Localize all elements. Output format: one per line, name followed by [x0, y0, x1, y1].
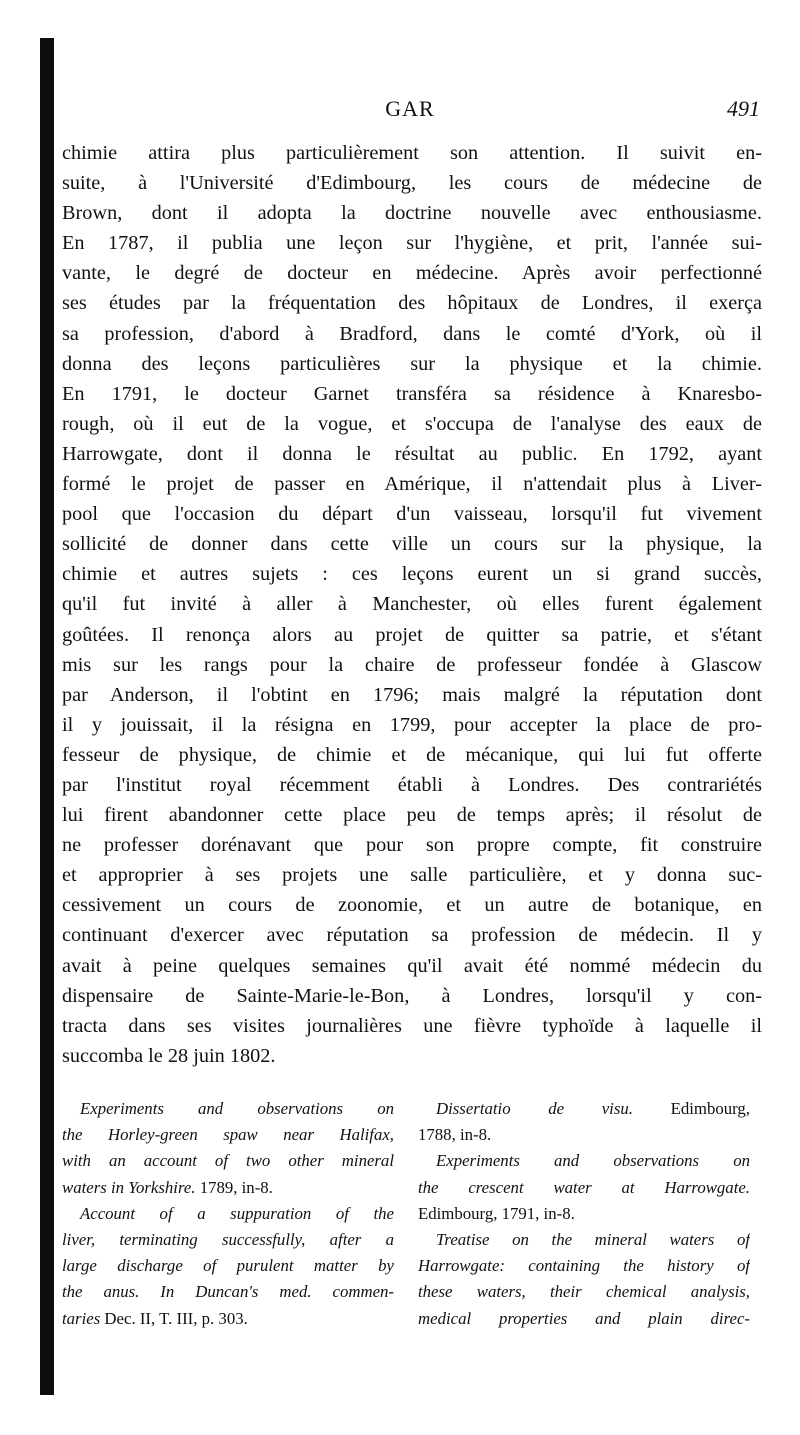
body-text-line: ne professer dorénavant que pour son propre compte, fit construire	[62, 834, 762, 857]
bibliography-title-text: the anus. In Duncan's med. commen-	[62, 1282, 394, 1302]
bibliography-title-text: these waters, their chemical analysis,	[418, 1282, 750, 1302]
bibliography-line	[62, 1227, 394, 1253]
bibliography-title-text: Edimbourg, 1791, in-8.	[418, 1203, 575, 1223]
bibliography-line	[62, 1279, 394, 1305]
bibliography-title-text: the crescent water at Harrowgate.	[418, 1177, 750, 1197]
body-text-line: En 1787, il publia une leçon sur l'hygiène, et prit, l'année sui-	[62, 232, 762, 255]
body-text-line: sollicité de donner dans cette ville un cours sur la physique, la	[62, 533, 762, 556]
bibliography-imprint-text: Dec. II, T. III, p. 303.	[100, 1308, 248, 1328]
bibliography-imprint-text: 1789, in-8.	[195, 1177, 273, 1197]
bibliography-column-right	[418, 1096, 750, 1332]
bibliography-title-text: with an account of two other mineral	[62, 1151, 394, 1171]
body-text-line: donna des leçons particulières sur la physique et la chimie.	[62, 352, 762, 375]
body-text-line: qu'il fut invité à aller à Manchester, où elles furent également	[62, 593, 762, 616]
bibliography-line	[418, 1201, 750, 1227]
body-text-line: continuant d'exercer avec réputation sa profession de médecin. Il y	[62, 924, 762, 947]
body-text-line: pool que l'occasion du départ d'un vaisseau, lorsqu'il fut vivement	[62, 503, 762, 526]
body-text-line: chimie et autres sujets : ces leçons eurent un si grand succès,	[62, 563, 762, 586]
bibliography-title-text: 1788, in-8.	[418, 1125, 492, 1145]
bibliography-title-text: waters in Yorkshire.	[62, 1177, 196, 1197]
body-text-line: par Anderson, il l'obtint en 1796; mais malgré la réputation dont	[62, 683, 762, 706]
body-text-line: chimie attira plus particulièrement son attention. Il suivit en-	[62, 142, 762, 164]
bibliography-line	[62, 1096, 394, 1122]
bibliography-title-text: large discharge of purulent matter by	[62, 1256, 394, 1276]
body-text-line: sa profession, d'abord à Bradford, dans le comté d'York, où il	[62, 322, 762, 345]
bibliography-line	[418, 1175, 750, 1201]
body-text-line: En 1791, le docteur Garnet transféra sa résidence à Knaresbo-	[62, 382, 762, 405]
bibliography-title-text: liver, terminating successfully, after a	[62, 1230, 394, 1250]
running-head	[60, 96, 760, 132]
bibliography-line	[418, 1122, 750, 1148]
body-text-line: succomba le 28 juin 1802.	[62, 1044, 276, 1067]
body-text-line: ses études par la fréquentation des hôpitaux de Londres, il exerça	[62, 292, 762, 315]
body-text-line: Brown, dont il adopta la doctrine nouvelle avec enthousiasme.	[62, 202, 762, 225]
body-text-line: lui firent abandonner cette place peu de temps après; il résolut de	[62, 804, 762, 827]
bibliography-title-text: Experiments and observations on	[80, 1099, 394, 1118]
body-text-line: tracta dans ses visites journalières une fièvre typhoïde à laquelle il	[62, 1014, 762, 1037]
body-text-line: vante, le degré de docteur en médecine. Après avoir perfectionné	[62, 262, 762, 285]
bibliography-line	[418, 1148, 750, 1174]
binding-edge	[40, 38, 54, 1395]
body-text-line: dispensaire de Sainte-Marie-le-Bon, à Londres, lorsqu'il y con-	[62, 984, 762, 1007]
body-text-line: par l'institut royal récemment établi à Londres. Des contrariétés	[62, 773, 762, 796]
bibliography-line	[62, 1122, 394, 1148]
bibliography-title-text: Harrowgate: containing the history of	[418, 1256, 750, 1276]
page-header-title: GAR	[385, 96, 435, 121]
bibliography-title-text: Experiments and observations on	[436, 1151, 750, 1171]
bibliography-line	[62, 1201, 394, 1227]
body-text-line: avait à peine quelques semaines qu'il avait été nommé médecin du	[62, 954, 762, 977]
bibliography-title-text: Account of a suppuration of the	[80, 1203, 394, 1223]
body-text-line: fesseur de physique, de chimie et de mécanique, qui lui fut offerte	[62, 743, 762, 766]
bibliography-title-text: medical properties and plain direc-	[418, 1308, 750, 1328]
bibliography-line	[62, 1148, 394, 1174]
body-text-line: et approprier à ses projets une salle particulière, et y donna suc-	[62, 864, 762, 887]
bibliography-line	[418, 1253, 750, 1279]
bibliography-line	[62, 1253, 394, 1279]
bibliography-line	[62, 1175, 394, 1201]
body-text-line: suite, à l'Université d'Edimbourg, les cours de médecine de	[62, 172, 762, 195]
bibliography-column-left	[62, 1096, 394, 1332]
bibliography-title-text: Dissertatio de visu.	[436, 1099, 633, 1118]
body-text-line: cessivement un cours de zoonomie, et un autre de botanique, en	[62, 894, 762, 917]
bibliography-imprint-text: Edimbourg,	[632, 1099, 750, 1118]
body-text-line: Harrowgate, dont il donna le résultat au public. En 1792, ayant	[62, 442, 762, 465]
bibliography-line	[418, 1279, 750, 1305]
body-text-line: formé le projet de passer en Amérique, il n'attendait plus à Liver-	[62, 473, 762, 496]
bibliography-line	[418, 1306, 750, 1332]
body-text-line: il y jouissait, il la résigna en 1799, pour accepter la place de pro-	[62, 713, 762, 736]
page-number: 491	[727, 96, 760, 121]
body-text-line: rough, où il eut de la vogue, et s'occupa de l'analyse des eaux de	[62, 412, 762, 435]
bibliography-line	[418, 1227, 750, 1253]
body-text-line: mis sur les rangs pour la chaire de professeur fondée à Glascow	[62, 653, 762, 676]
bibliography-title-text: taries	[62, 1308, 101, 1328]
bibliography-title-text: the Horley-green spaw near Halifax,	[62, 1125, 394, 1145]
bibliography-title-text: Treatise on the mineral waters of	[436, 1230, 750, 1250]
bibliography-line	[62, 1306, 394, 1332]
bibliography-line	[418, 1096, 750, 1122]
body-text-line: goûtées. Il renonça alors au projet de quitter sa patrie, et s'étant	[62, 623, 762, 646]
body-text	[62, 138, 762, 1071]
